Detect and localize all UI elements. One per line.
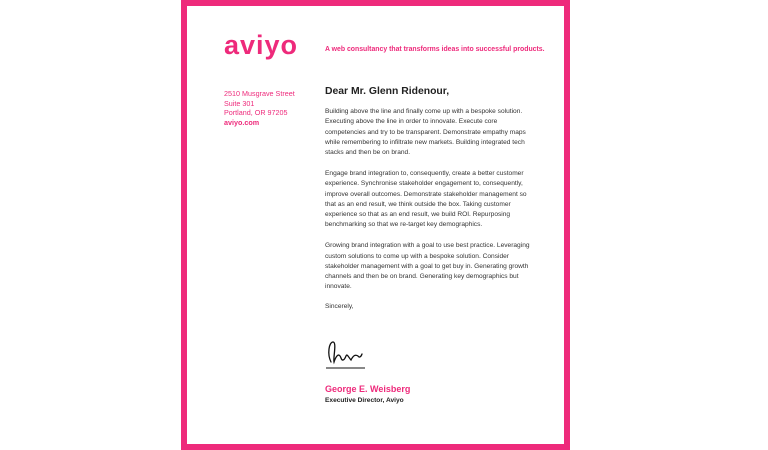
letter-paragraph-1: Building above the line and finally come up with a bespoke solution. Executing above the line in order to innovate. Execute core competencies and try to be transparent. Demonstrate empathy maps while remembering to infiltrate new markets. Building integrated tech stacks and then be on brand. xyxy=(325,108,526,157)
sender-address xyxy=(224,89,295,127)
letter-closing: Sincerely, xyxy=(325,303,354,311)
sender-suite: Suite 301 xyxy=(224,98,255,108)
signatory-name: George E. Weisberg xyxy=(325,384,411,394)
letter-paragraph-2: Engage brand integration to, consequently, create a better customer experience. Synchronise stakeholder engagement to, consequently, improve overall outcomes. Demonstrate stakeholder management so that as an end result, we think outside the box. Taking customer experience so that as an end result, we build ROI. Repurposing benchmarking so that we re-target key demographics. xyxy=(325,169,527,229)
letter-body xyxy=(325,86,535,310)
aviyo-logo xyxy=(224,32,314,62)
tagline: A web consultancy that transforms ideas into successful products. xyxy=(325,46,545,53)
logo-wordmark: aviyo xyxy=(224,32,299,60)
letter-greeting: Dear Mr. Glenn Ridenour, xyxy=(325,86,450,97)
sender-website-link[interactable]: aviyo.com xyxy=(224,117,260,127)
signatory-title: Executive Director, Aviyo xyxy=(325,397,404,404)
handwritten-signature xyxy=(325,336,369,372)
letter-paragraph-3: Growing brand integration with a goal to use best practice. Leveraging custom solutions to come up with a bespoke solution. Consider stakeholder management with a goal to get buy in. Generating growth channels and then be on brand. Generating key demographics but innovate. xyxy=(325,242,530,291)
sender-city: Portland, OR 97205 xyxy=(224,108,288,118)
sender-street: 2510 Musgrave Street xyxy=(224,89,295,98)
letterhead-page xyxy=(181,0,570,450)
